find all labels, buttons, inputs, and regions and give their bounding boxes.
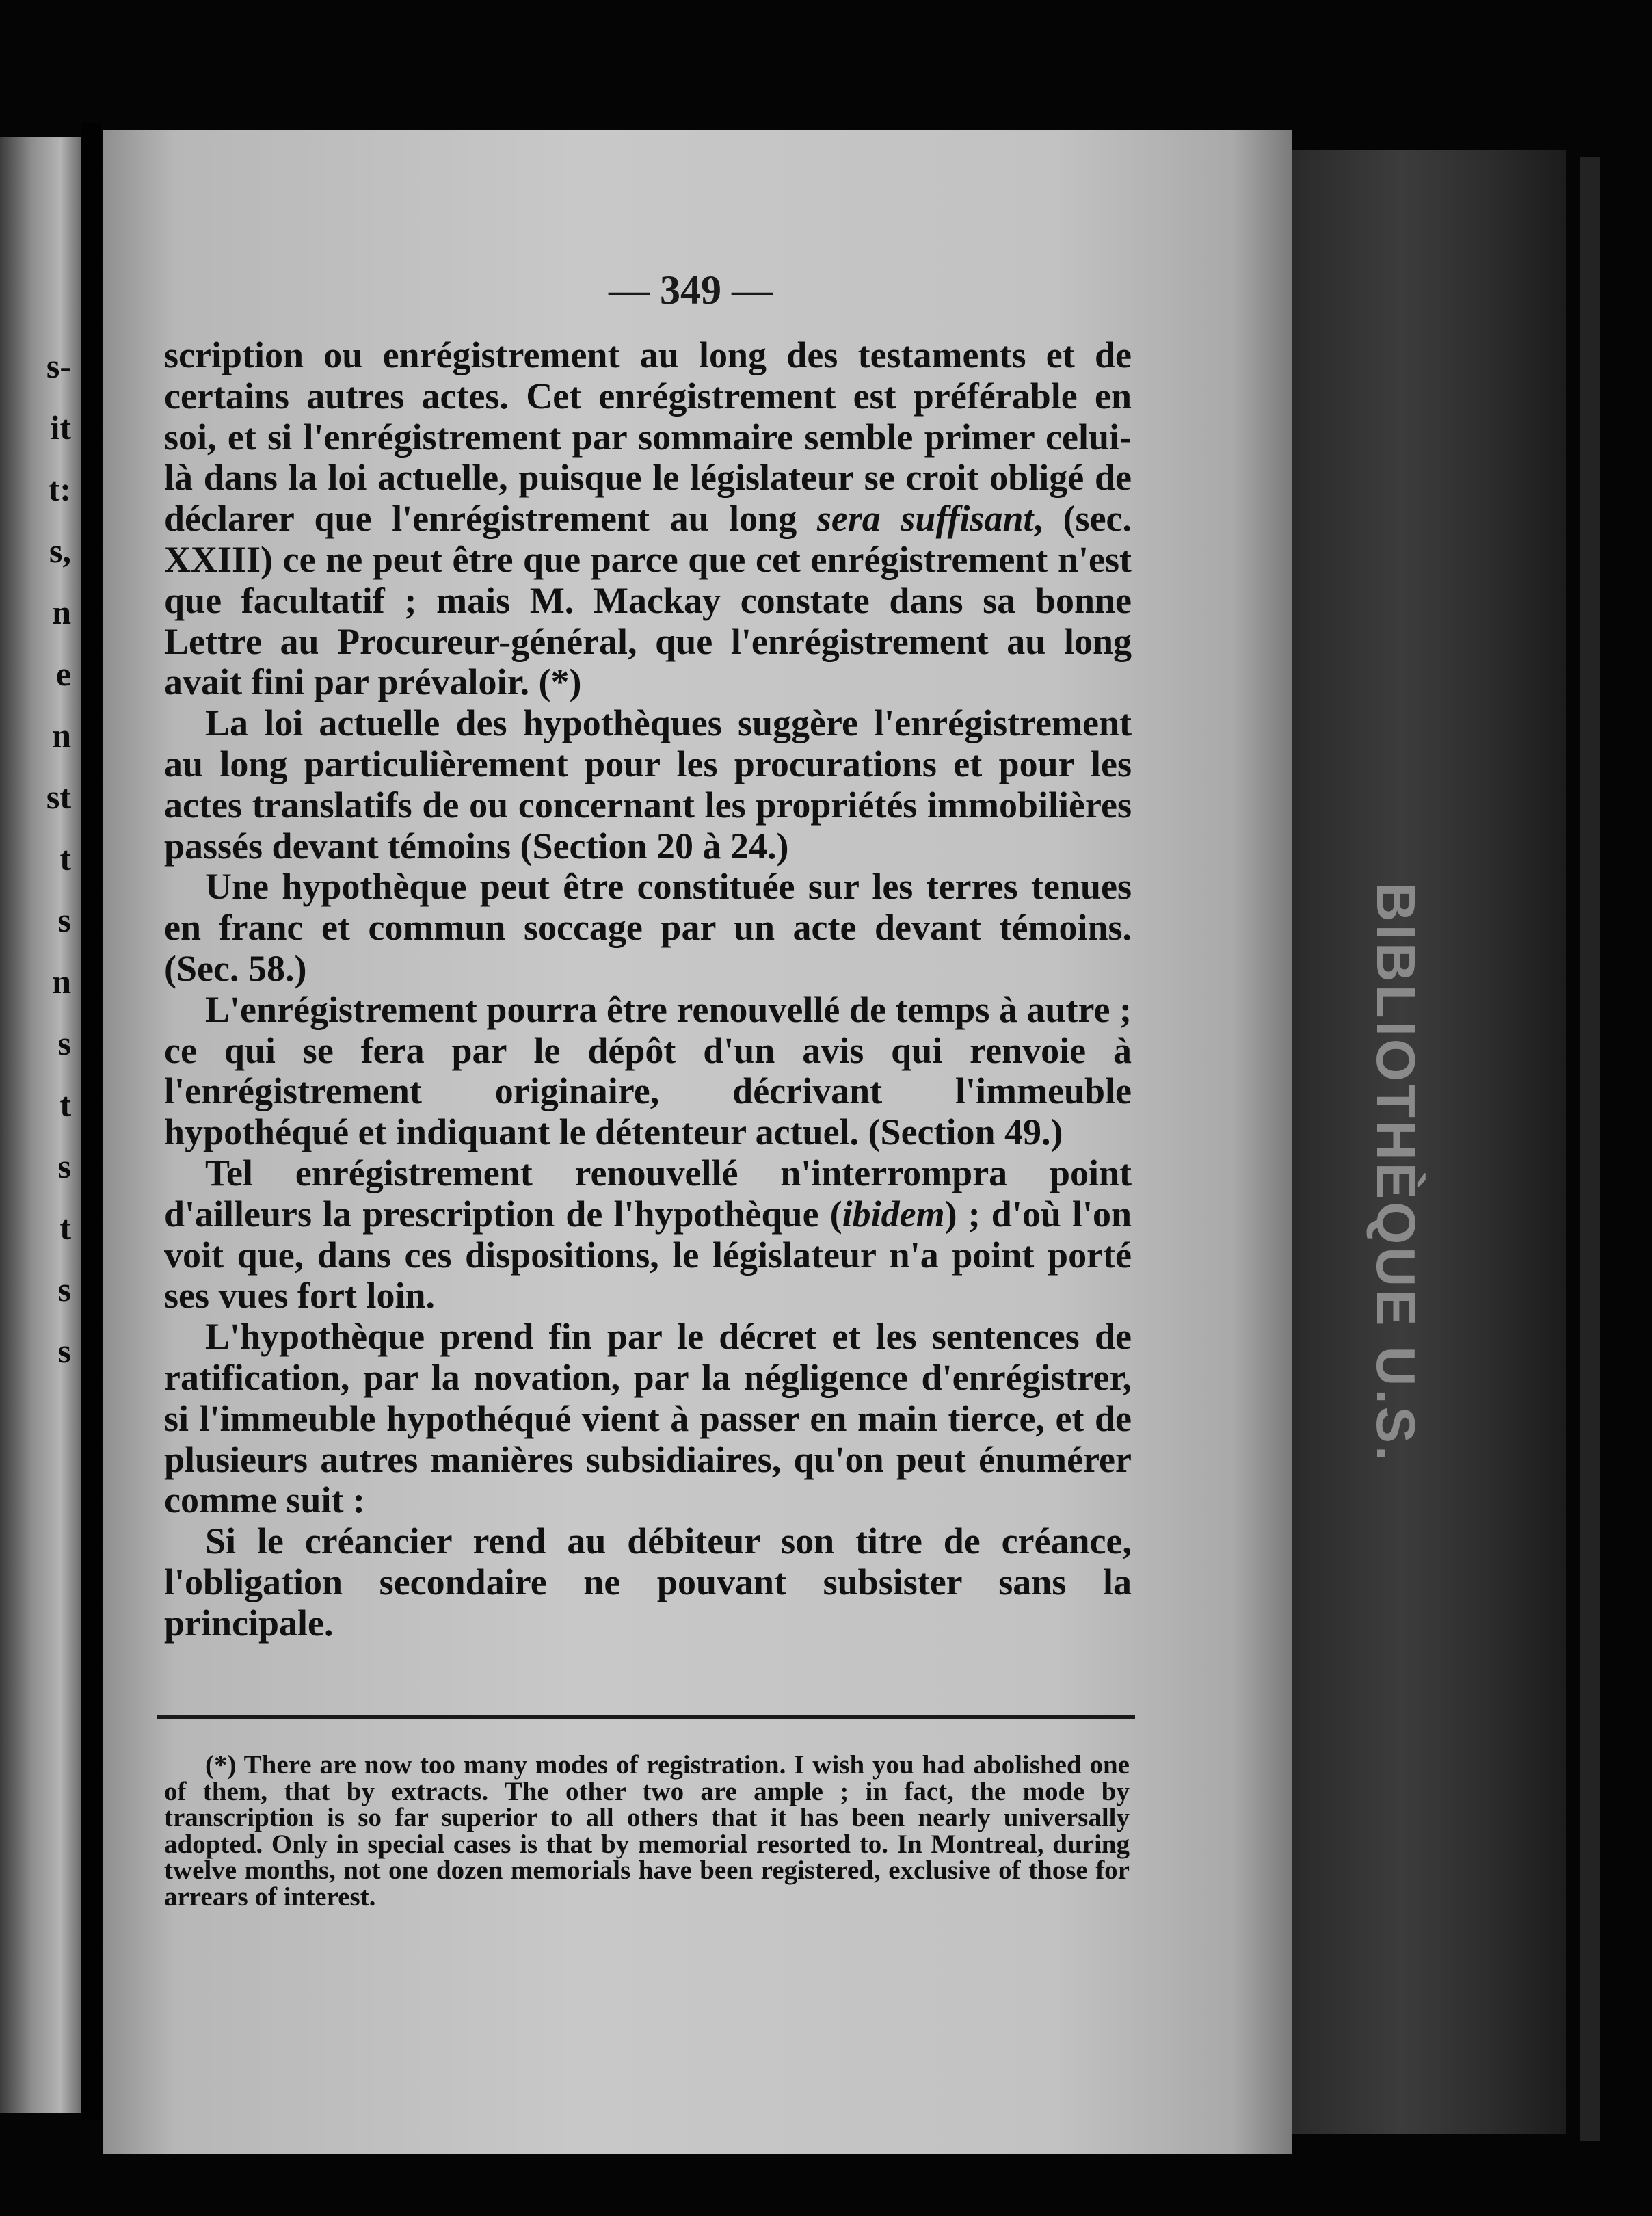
left-page-fragment: s [57, 1147, 71, 1185]
left-page-fragment: n [52, 716, 71, 754]
left-page-fragment: t [59, 1209, 71, 1247]
paragraph [164, 703, 1132, 867]
footnote-rule [157, 1715, 1135, 1719]
left-page-fragment: e [55, 655, 71, 693]
italic-text: ibidem [842, 1193, 945, 1235]
text-run: Tel enrégistrement renouvellé n'interrompra point d'ailleurs la prescription de l'hypothèque ( [164, 1152, 1132, 1235]
left-page-fragment: t: [48, 470, 71, 508]
paragraph [164, 867, 1132, 989]
paragraph [164, 335, 1132, 703]
footnote: (*) There are now too many modes of registration. I wish you had abolished one of them, that by extracts. The other two are ample ; in fact, the mode by transcription is so far superior to all others that it has been nearly universally adopted. Only in special cases is that by memorial resorted to. In Montreal, during twelve months, not one dozen memorials have been registered, exclusive of those for arrears of interest. [164, 1750, 1130, 1912]
text-run: L'enrégistrement pourra être renouvellé de temps à autre ; ce qui se fera par le dépôt d'un avis qui renvoie à l'enrégistrement originaire, décrivant l'immeuble hypothéqué et indiquant le détenteur actuel. (Section 49.) [164, 988, 1132, 1153]
text-run: ) ; d'où l'on voit que, dans ces dispositions, le législateur n'a point porté ses vues fort loin. [164, 1193, 1132, 1317]
left-page-fragment: s [57, 1270, 71, 1308]
library-stamp: BIBLIOTHÈQUE U.S. [1365, 882, 1426, 1464]
body-text [164, 335, 1132, 1644]
left-page-fragment: s [57, 901, 71, 939]
italic-text: sera suffisant [816, 498, 1034, 540]
left-page-fragment: st [46, 778, 71, 816]
left-page-fragment: s- [46, 347, 71, 385]
text-run: , (sec. XXIII) ce ne peut être que parce que cet enrégistrement n'est que facultatif ; mais M. Mackay constate dans sa bonne Lettre au Procureur-général, que l'enrégistrement au long avait fini par prévaloir. (*) [164, 498, 1132, 703]
gutter [81, 123, 101, 2120]
text-run: Une hypothèque peut être constituée sur les terres tenues en franc et commun soccage par un acte devant témoins. (Sec. 58.) [164, 866, 1132, 989]
left-page-sliver [0, 137, 81, 2113]
book-page [103, 130, 1292, 2154]
text-run: L'hypothèque prend fin par le décret et les sentences de ratification, par la novation, par la négligence d'enrégistrer, si l'immeuble hypothéqué vient à passer en main tierce, et de plusieurs autres manières subsidiaires, qu'on peut énumérer comme suit : [164, 1316, 1132, 1521]
text-run: La loi actuelle des hypothèques suggère l'enrégistrement au long particulièrement pour les procurations et pour les actes translatifs de ou concernant les propriétés immobilières passés devant témoins (Section 20 à 24.) [164, 702, 1132, 867]
paragraph [164, 990, 1132, 1153]
paragraph [164, 1317, 1132, 1521]
paragraph [164, 1521, 1132, 1644]
text-run: Si le créancier rend au débiteur son titre de créance, l'obligation secondaire ne pouvant subsister sans la principale. [164, 1520, 1132, 1644]
page-number: — 349 — [609, 267, 773, 313]
left-page-fragment: t [59, 839, 71, 878]
book-binding [1580, 157, 1600, 2141]
left-page-fragment: s [57, 1024, 71, 1062]
left-page-fragment: it [50, 408, 71, 447]
left-page-fragment: n [52, 593, 71, 631]
paragraph [164, 1153, 1132, 1317]
left-page-fragment: s [57, 1332, 71, 1370]
left-page-fragment: s, [49, 531, 71, 570]
left-page-fragment: t [59, 1085, 71, 1124]
text-run: scription ou enrégistrement au long des testaments et de certains autres actes. Cet enrégistrement est préférable en soi, et si l'enrégistrement par sommaire semble primer celui-là dans la loi actuelle, puisque le législateur se croit obligé de déclarer que l'enrégistrement au long [164, 334, 1132, 540]
page-edges [1292, 150, 1566, 2134]
left-page-fragment: n [52, 962, 71, 1001]
